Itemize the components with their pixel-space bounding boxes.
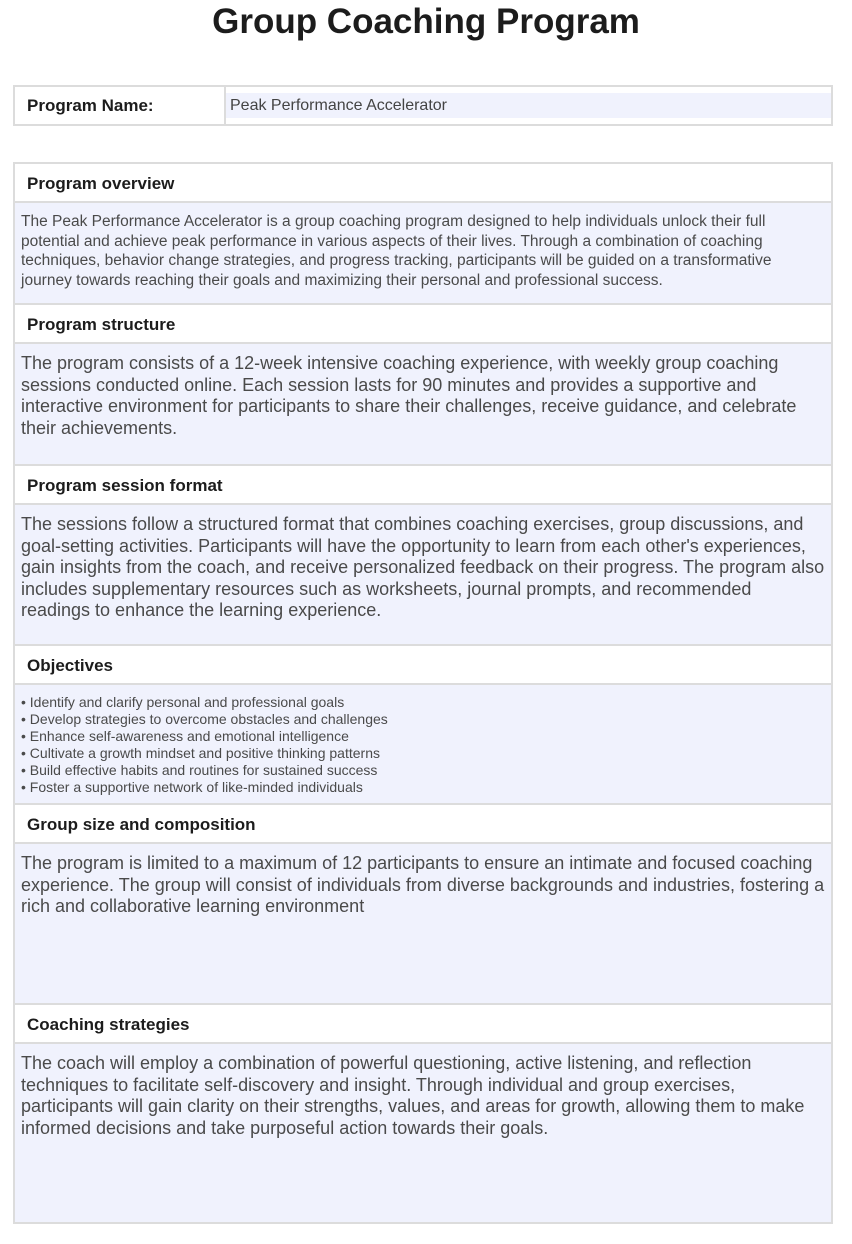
objective-item: • Enhance self-awareness and emotional intelligence [21,728,349,744]
objective-item: • Cultivate a growth mindset and positive thinking patterns [21,745,380,761]
section-heading-objectives: Objectives [15,646,831,685]
section-heading-session-format: Program session format [15,466,831,505]
program-sections [13,162,833,1224]
section-body-objectives[interactable] [15,685,831,805]
section-heading-overview: Program overview [15,164,831,203]
section-body-coaching-strategies[interactable]: The coach will employ a combination of powerful questioning, active listening, and reflection techniques to facilitate self-discovery and insight. Through individual and group exercises, participants will gain clarity on their strengths, values, and areas for growth, allowing them to make informed decisions and take purposeful action towards their goals. [15,1044,831,1224]
section-body-overview[interactable]: The Peak Performance Accelerator is a group coaching program designed to help individuals unlock their full potential and achieve peak performance in various aspects of their lives. Through a combination of coaching techniques, behavior change strategies, and progress tracking, participants will be guided on a transformative journey towards reaching their goals and maximizing their personal and professional success. [15,203,831,305]
program-name-field[interactable]: Peak Performance Accelerator [226,93,831,118]
objective-item: • Identify and clarify personal and professional goals [21,694,345,710]
program-name-label: Program Name: [15,87,226,124]
objective-item: • Develop strategies to overcome obstacles and challenges [21,711,388,727]
page-title: Group Coaching Program [212,2,640,41]
objective-item: • Build effective habits and routines for sustained success [21,762,378,778]
objective-item: • Foster a supportive network of like-minded individuals [21,779,363,795]
program-name-row [13,85,833,126]
section-heading-structure: Program structure [15,305,831,344]
section-body-group-size[interactable]: The program is limited to a maximum of 12 participants to ensure an intimate and focused coaching experience. The group will consist of individuals from diverse backgrounds and industries, fostering a rich and collaborative learning environment [15,844,831,1005]
section-heading-coaching-strategies: Coaching strategies [15,1005,831,1044]
section-body-structure[interactable]: The program consists of a 12-week intensive coaching experience, with weekly group coaching sessions conducted online. Each session lasts for 90 minutes and provides a supportive and interactive environment for participants to share their challenges, receive guidance, and celebrate their achievements. [15,344,831,466]
section-heading-group-size: Group size and composition [15,805,831,844]
section-body-session-format[interactable]: The sessions follow a structured format that combines coaching exercises, group discussions, and goal-setting activities. Participants will have the opportunity to learn from each other's experiences, gain insights from the coach, and receive personalized feedback on their progress. The program also includes supplementary resources such as worksheets, journal prompts, and recommended readings to enhance the learning experience. [15,505,831,646]
